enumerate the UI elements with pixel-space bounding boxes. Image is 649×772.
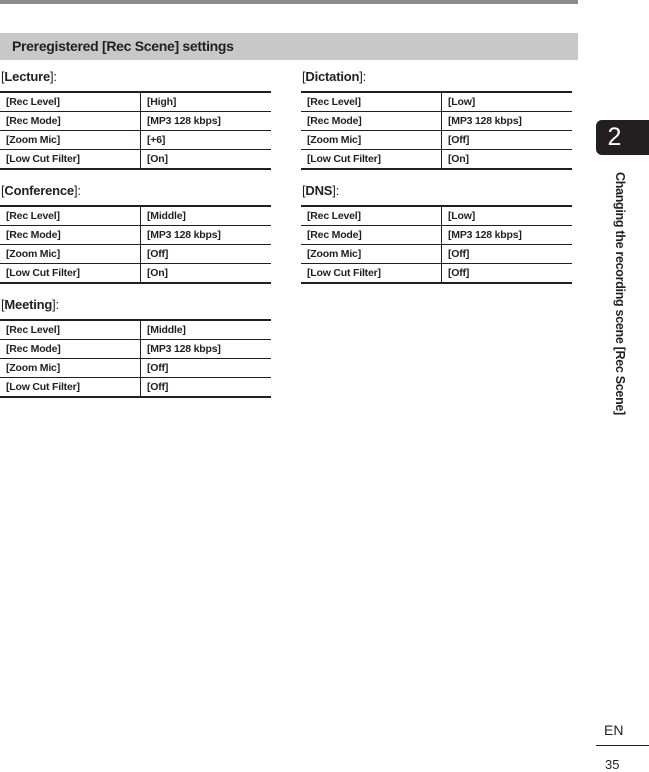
settings-table <box>0 319 271 398</box>
setting-label: [Zoom Mic] <box>301 245 442 264</box>
setting-value: [On] <box>442 150 573 170</box>
table-row <box>0 112 271 131</box>
table-row <box>301 150 572 170</box>
chapter-title: Changing the recording scene [Rec Scene] <box>613 172 627 415</box>
table-row <box>0 245 271 264</box>
setting-label: [Rec Mode] <box>0 226 141 245</box>
setting-value: [MP3 128 kbps] <box>141 112 272 131</box>
table-row <box>0 92 271 112</box>
table-row <box>301 131 572 150</box>
setting-value: [Low] <box>442 206 573 226</box>
chapter-number: 2 <box>607 123 622 151</box>
settings-table <box>0 205 271 284</box>
setting-label: [Low Cut Filter] <box>0 150 141 170</box>
setting-value: [Off] <box>442 131 573 150</box>
setting-value: [MP3 128 kbps] <box>442 112 573 131</box>
table-row <box>301 92 572 112</box>
table-row <box>0 226 271 245</box>
table-row <box>301 245 572 264</box>
setting-label: [Rec Level] <box>307 96 361 108</box>
table-row <box>0 264 271 284</box>
setting-label: [Rec Mode] <box>301 112 442 131</box>
table-row <box>0 150 271 170</box>
setting-label: [Zoom Mic] <box>0 245 141 264</box>
setting-label: [Low Cut Filter] <box>301 264 442 284</box>
setting-label: [Zoom Mic] <box>0 359 141 378</box>
table-row <box>0 131 271 150</box>
preset-title: [Conference]: <box>1 183 81 198</box>
setting-label: [Zoom Mic] <box>301 131 442 150</box>
setting-value: [MP3 128 kbps] <box>141 340 272 359</box>
chapter-tab <box>596 120 649 155</box>
setting-label: [Rec Level] <box>6 210 60 222</box>
footer-rule <box>596 745 649 746</box>
setting-label: [Zoom Mic] <box>0 131 141 150</box>
preset-title: [Lecture]: <box>1 69 57 84</box>
table-row <box>301 112 572 131</box>
setting-value: [Middle] <box>141 206 272 226</box>
settings-table <box>0 91 271 170</box>
table-row <box>0 320 271 340</box>
setting-value: [Off] <box>141 359 272 378</box>
setting-label: [Low Cut Filter] <box>0 378 141 398</box>
setting-value: [On] <box>141 150 272 170</box>
setting-value: [Low] <box>442 92 573 112</box>
setting-value: [Off] <box>442 245 573 264</box>
preset-conference <box>0 182 271 284</box>
setting-value: [+6] <box>141 131 272 150</box>
setting-label: [Low Cut Filter] <box>0 264 141 284</box>
setting-value: [Off] <box>141 245 272 264</box>
setting-label: [Rec Level] <box>6 324 60 336</box>
setting-label: [Rec Mode] <box>0 112 141 131</box>
preset-lecture <box>0 68 271 170</box>
table-row <box>301 264 572 284</box>
table-row <box>0 378 271 398</box>
table-row <box>301 206 572 226</box>
table-row <box>0 206 271 226</box>
top-rule <box>0 0 578 4</box>
setting-value: [MP3 128 kbps] <box>141 226 272 245</box>
setting-value: [Middle] <box>141 320 272 340</box>
table-row <box>0 340 271 359</box>
preset-title: [Meeting]: <box>1 297 59 312</box>
setting-value: [MP3 128 kbps] <box>442 226 573 245</box>
table-row <box>301 226 572 245</box>
setting-label: [Low Cut Filter] <box>301 150 442 170</box>
section-title: Preregistered [Rec Scene] settings <box>12 38 234 54</box>
setting-value: [On] <box>141 264 272 284</box>
setting-label: [Rec Level] <box>6 96 60 108</box>
settings-table <box>301 205 572 284</box>
language-label: EN <box>604 722 624 738</box>
preset-title: [Dictation]: <box>302 69 367 84</box>
preset-dictation <box>301 68 572 170</box>
preset-meeting <box>0 296 271 398</box>
preset-title: [DNS]: <box>302 183 340 198</box>
setting-label: [Rec Level] <box>307 210 361 222</box>
setting-value: [Off] <box>141 378 272 398</box>
section-heading <box>0 33 578 60</box>
settings-table <box>301 91 572 170</box>
page-number: 35 <box>605 757 620 772</box>
setting-value: [Off] <box>442 264 573 284</box>
setting-value: [High] <box>141 92 272 112</box>
table-row <box>0 359 271 378</box>
setting-label: [Rec Mode] <box>0 340 141 359</box>
setting-label: [Rec Mode] <box>301 226 442 245</box>
preset-dns <box>301 182 572 284</box>
